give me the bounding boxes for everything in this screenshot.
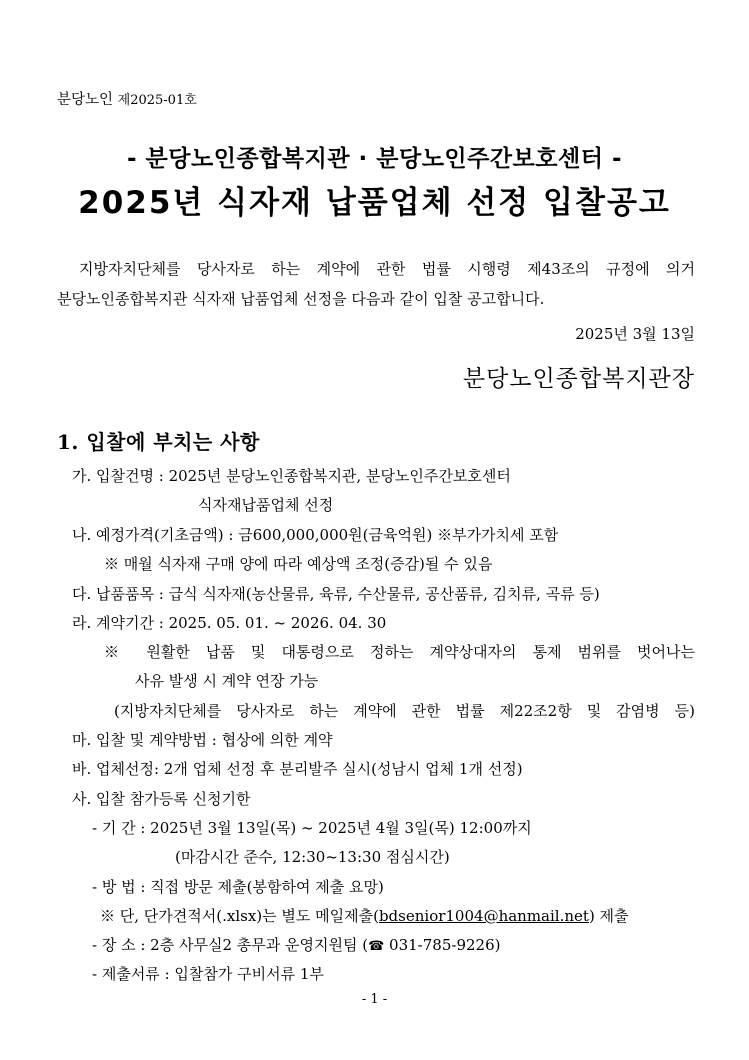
main-title: 2025년 식자재 납품업체 선정 입찰공고 bbox=[78, 185, 671, 221]
item-delivery-items: 다. 납품품목 : 급식 식자재(농산물류, 육류, 수산물류, 공산품류, 김치류, 곡류 등) bbox=[72, 585, 600, 603]
item-price-note: ※ 매월 식자재 구매 양에 따라 예상액 조정(증감)될 수 있음 bbox=[104, 555, 493, 573]
item-period-note: (마감시간 준수, 12:30~13:30 점심시간) bbox=[175, 848, 450, 866]
item-email-note bbox=[100, 905, 629, 926]
document-number-value: 제2025-01호 bbox=[117, 93, 197, 108]
item-bid-name: 가. 입찰건명 : 2025년 분당노인종합복지관, 분당노인주간보호센터 bbox=[72, 467, 511, 485]
section-heading: 1. 입찰에 부치는 사항 bbox=[57, 430, 260, 454]
email-note-suffix: ) 제출 bbox=[588, 907, 629, 925]
item-estimated-price: 나. 예정가격(기초금액) : 금600,000,000원(금육억원) ※부가가치세 포함 bbox=[72, 526, 559, 544]
item-method: - 방 법 : 직접 방문 제출(봉함하여 제출 요망) bbox=[92, 878, 384, 896]
page-number: - 1 - bbox=[361, 992, 388, 1007]
item-place bbox=[92, 934, 500, 955]
item-period: - 기 간 : 2025년 3월 13일(목) ~ 2025년 4월 3일(목) 12:00까지 bbox=[92, 819, 532, 837]
intro-line-1: 지방자치단체를 당사자로 하는 계약에 관한 법률 시행령 제43조의 규정에 의거 bbox=[79, 260, 695, 278]
item-contract-method: 마. 입찰 및 계약방법 : 협상에 의한 계약 bbox=[72, 731, 333, 749]
item-contract-note-1: ※ 원활한 납품 및 대통령으로 정하는 계약상대자의 통제 범위를 벗어나는 bbox=[104, 643, 695, 661]
item-contract-note-3: (지방자치단체를 당사자로 하는 계약에 관한 법률 제22조2항 및 감염병 등) bbox=[114, 702, 695, 720]
item-vendor-selection: 바. 업체선정: 2개 업체 선정 후 분리발주 실시(성남시 업체 1개 선정) bbox=[72, 760, 523, 778]
item-contract-note-2: 사유 발생 시 계약 연장 가능 bbox=[135, 672, 319, 690]
sub-title: - 분당노인종합복지관 · 분당노인주간보호센터 - bbox=[126, 146, 622, 172]
item-contract-period: 라. 계약기간 : 2025. 05. 01. ~ 2026. 04. 30 bbox=[72, 614, 387, 632]
item-bid-name-cont: 식자재납품업체 선정 bbox=[198, 496, 334, 514]
announcement-date: 2025년 3월 13일 bbox=[575, 325, 695, 343]
document-number bbox=[57, 88, 197, 109]
phone-icon: ☎ bbox=[368, 939, 385, 954]
email-note-prefix: ※ 단, 단가견적서(.xlsx)는 별도 메일제출( bbox=[100, 907, 379, 925]
signer: 분당노인종합복지관장 bbox=[462, 366, 695, 392]
place-phone: 031-785-9226) bbox=[384, 936, 501, 954]
item-documents: - 제출서류 : 입찰참가 구비서류 1부 bbox=[92, 965, 324, 983]
intro-line-2: 분당노인종합복지관 식자재 납품업체 선정을 다음과 같이 입찰 공고합니다. bbox=[57, 290, 545, 308]
email-link[interactable]: bdsenior1004@hanmail.net bbox=[378, 907, 589, 925]
document-number-org: 분당노인 bbox=[57, 92, 114, 108]
place-prefix: - 장 소 : 2층 사무실2 총무과 운영지원팀 ( bbox=[92, 936, 369, 954]
item-registration-deadline: 사. 입찰 참가등록 신청기한 bbox=[72, 790, 251, 808]
